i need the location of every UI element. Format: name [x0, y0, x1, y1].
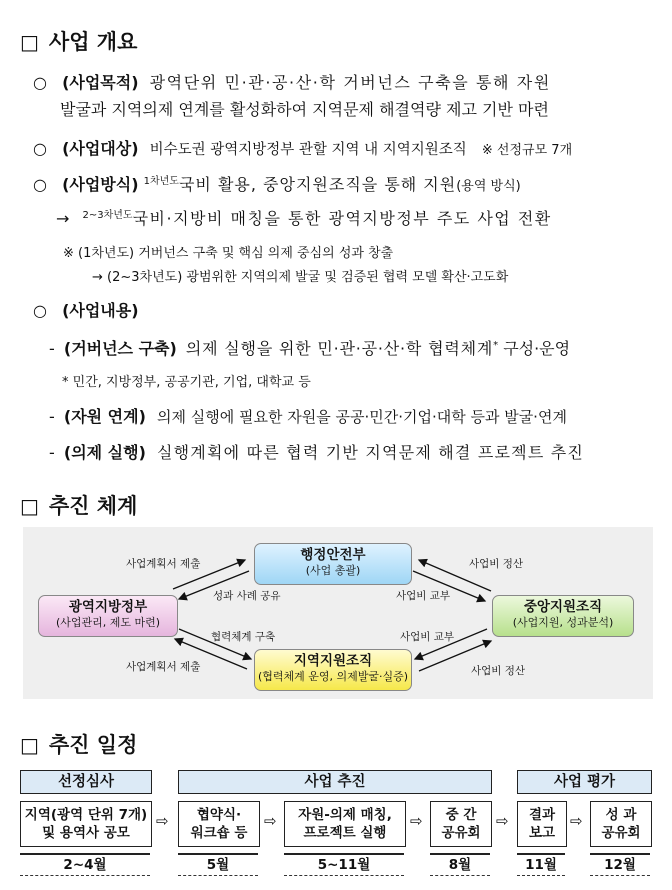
step-month: 11월 [517, 853, 565, 876]
circle-bullet-icon: ○ [33, 73, 47, 92]
node-local-org-sub: (협력체계 운영, 의제발굴·실증) [257, 670, 409, 683]
section-heading-schedule [20, 729, 137, 759]
method2-line [56, 206, 552, 229]
label-cooperation: 협력체계 구축 [211, 631, 276, 643]
dash-bullet: - [49, 443, 55, 462]
node-mois-title: 행정안전부 [300, 547, 366, 563]
step-month: 12월 [590, 853, 650, 876]
step-box: 자원-의제 매칭, 프로젝트 실행 [284, 801, 406, 847]
step-month: 5~11월 [284, 853, 404, 876]
node-central [492, 595, 634, 637]
double-arrow-icon: ⇨ [410, 812, 423, 830]
governance-line [49, 336, 570, 359]
node-local-org [254, 649, 412, 691]
label-plan-submit-top: 사업계획서 제출 [126, 558, 201, 570]
resource-text: 의제 실행에 필요한 자원을 공공·민간·기업·대학 등과 발굴·연계 [157, 408, 567, 426]
step-box: 결과 보고 [517, 801, 567, 847]
node-local-org-title: 지역지원조직 [293, 653, 373, 669]
target-label: (사업대상) [62, 139, 139, 158]
content-label: (사업내용) [62, 301, 139, 320]
node-regional-gov-title: 광역지방정부 [68, 599, 148, 615]
label-settle-top: 사업비 정산 [469, 558, 524, 570]
phase-execution: 사업 추진 [178, 770, 492, 794]
purpose-label: (사업목적) [62, 73, 139, 92]
right-arrow-icon: → [56, 209, 70, 228]
note-1: ※ (1차년도) 거버넌스 구축 및 핵심 의제 중심의 성과 창출 [63, 246, 394, 261]
purpose-line-2: 발굴과 지역의제 연계를 활성화하여 지역문제 해결역량 제고 기반 마련 [60, 100, 549, 119]
circle-bullet-icon: ○ [33, 175, 47, 194]
node-regional-gov-sub: (사업관리, 제도 마련) [55, 616, 161, 629]
governance-text-2: 구성·운영 [503, 339, 571, 358]
dash-bullet: - [49, 339, 55, 358]
label-plan-submit-bottom: 사업계획서 제출 [126, 661, 201, 673]
phase-selection: 선정심사 [20, 770, 152, 794]
step-month: 2~4월 [20, 853, 150, 876]
double-arrow-icon: ⇨ [156, 812, 169, 830]
section-title: 추진 일정 [48, 733, 138, 757]
step-box: 중 간 공유회 [430, 801, 492, 847]
section-title: 사업 개요 [48, 30, 138, 54]
phase-evaluation: 사업 평가 [517, 770, 652, 794]
method-year-sup: 1차년도 [143, 176, 179, 187]
section-title: 추진 체계 [48, 494, 138, 518]
note-2: → (2~3차년도) 광범위한 지역의제 발굴 및 검증된 협력 모델 확산·고도화 [92, 270, 509, 285]
execution-label: (의제 실행) [63, 443, 146, 462]
step-box: 협약식· 워크숍 등 [178, 801, 260, 847]
label-grant-top: 사업비 교부 [396, 590, 451, 602]
double-arrow-icon: ⇨ [570, 812, 583, 830]
node-mois [254, 543, 412, 585]
method2-text: 국비·지방비 매칭을 통한 광역지방정부 주도 사업 전환 [132, 209, 552, 228]
square-bullet-icon: □ [20, 733, 39, 757]
label-settle-bottom: 사업비 정산 [471, 665, 526, 677]
purpose-line-1 [33, 70, 551, 93]
circle-bullet-icon: ○ [33, 139, 47, 158]
step-month: 8월 [430, 853, 490, 876]
execution-text: 실행계획에 따른 협력 기반 지역문제 해결 프로젝트 추진 [157, 443, 585, 462]
resource-line [49, 404, 567, 427]
circle-bullet-icon: ○ [33, 301, 47, 320]
execution-line [49, 440, 584, 463]
section-heading-system [20, 490, 137, 520]
organization-diagram [23, 527, 653, 699]
governance-star: * [493, 340, 499, 351]
target-text: 비수도권 광역지방정부 관할 지역 내 지역지원조직 [149, 142, 467, 158]
method-text: 국비 활용, 중앙지원조직을 통해 지원 [178, 175, 457, 194]
governance-label: (거버넌스 구축) [63, 339, 177, 358]
target-line [33, 136, 572, 159]
governance-text: 의제 실행을 위한 민·관·공·산·학 협력체계 [185, 339, 494, 358]
step-month: 5월 [178, 853, 258, 876]
label-grant-bottom: 사업비 교부 [400, 631, 455, 643]
resource-label: (자원 연계) [63, 407, 146, 426]
method-paren: (용역 방식) [456, 179, 521, 194]
step-box: 지역(광역 단위 7개) 및 용역사 공모 [20, 801, 152, 847]
step-box: 성 과 공유회 [590, 801, 652, 847]
label-share: 성과 사례 공유 [213, 590, 281, 602]
node-mois-sub: (사업 총괄) [305, 564, 361, 577]
square-bullet-icon: □ [20, 30, 39, 54]
method-line [33, 172, 521, 195]
purpose-text: 광역단위 민·관·공·산·학 거버넌스 구축을 통해 자원 [149, 73, 551, 92]
dash-bullet: - [49, 407, 55, 426]
double-arrow-icon: ⇨ [496, 812, 509, 830]
section-heading-overview [20, 26, 137, 56]
node-central-title: 중앙지원조직 [523, 599, 603, 615]
double-arrow-icon: ⇨ [264, 812, 277, 830]
node-regional-gov [38, 595, 178, 637]
governance-note: * 민간, 지방정부, 공공기관, 기업, 대학교 등 [62, 375, 311, 390]
method2-year-sup: 2~3차년도 [82, 210, 133, 221]
content-line [33, 298, 139, 321]
target-note: ※ 선정규모 7개 [481, 143, 573, 158]
method-label: (사업방식) [62, 175, 139, 194]
node-central-sub: (사업지원, 성과분석) [512, 616, 614, 629]
square-bullet-icon: □ [20, 494, 39, 518]
